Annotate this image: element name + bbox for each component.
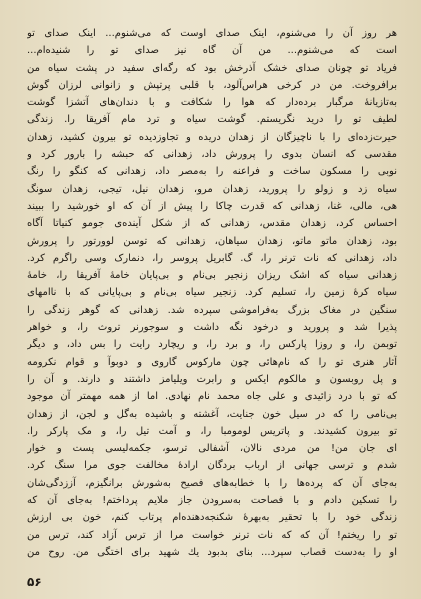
text-line: نوبی را مسکون ساخت و فراعنه را به‌مصر داد، زهدانی که کنگو را رنگ xyxy=(27,166,397,178)
text-line: آثار هنری تو را که نام‌هائی چون مارکوس گاروی و دوبوآ و قوام نکرومه xyxy=(27,356,397,368)
text-line: زهدانی سیاه که اشک ریزان زنجیر بی‌نام و بی‌پایان خامهٔ آفریقا را، خامهٔ xyxy=(27,270,397,282)
text-line: به‌تازیانهٔ مرگبار برده‌دار که هوا را شکافت و با دندان‌های آتشزا گوشت xyxy=(27,97,397,109)
text-line: او را به‌دست قصاب سپرد... بنای بدبود یك شهید برای اختگی من. روح من xyxy=(27,546,397,558)
text-line: هی، مالی، غنا، زهدانی که قدرت چاکا را پیش از آن که او خورشید را ببیند xyxy=(27,200,397,212)
text-line: حیرت‌زده‌ای را با ناچیزگان از زهدان دریده و تجاوزدیده تو بیرون کشید، زهدان xyxy=(27,131,397,143)
text-line: فریاد تو چونان صدای خشک آذرخش بود که رگه‌ای سفید در پشت سیاه من xyxy=(27,62,397,74)
text-line: تو را ریختم! آن که که نات ترنر خواست مرا از ترس آزاد کند، ترس من xyxy=(27,529,397,541)
text-line: لطیف تو را درید نگریستم. گوشت سیاه و ترد مام آفریقا را. زندگی xyxy=(27,114,397,126)
text-line: ای جان من! من مردی نالان، آشفالی ترسو، جکمه‌لیسی پست و خوار xyxy=(27,443,397,455)
text-line: برافروخت. من در کرخی هراس‌آلود، با قلبی پرتپش و زانوانی لرزان گوش xyxy=(27,79,397,91)
page-number: ۵۶ xyxy=(27,575,42,589)
text-line: را تسکین دادم و با فصاحت به‌سرودن جاز ملایم پرداختم! به‌جای آن که xyxy=(27,495,397,507)
text-line: بی‌نامی را که در سیل خون جنایت، آغشته و باشیده به‌گل و لجن، از زهدان xyxy=(27,408,397,420)
text-line: توبمن را، و روزا پارکس را، و برد را، و ریچارد رایت را بس داد، و دیگر xyxy=(27,339,397,351)
text-line: هر روز آن را می‌شنوم، اینک صدای اوست که می‌شنوم... اینک صدای تو xyxy=(27,28,397,39)
body-text xyxy=(27,25,397,561)
text-line: سیاه زد و زولو را پرورید، زهدان مرو، زهدان نیل، تیجی، زهدان سونگ xyxy=(27,183,397,195)
text-line: شدم و ترسی جهانی از ارباب بردگان ارادهٔ مخالفت جوی مرا سنگ کرد. xyxy=(27,460,397,472)
text-line: تو بیرون کشیدند. و پاتریس لومومبا را، و آمت تیل را، و مک پارکر را. xyxy=(27,425,397,437)
text-line: است که می‌شنوم... من آن گاه نیز صدای تو را شنیده‌ام... xyxy=(27,45,397,57)
text-line: پذیرا شد و پرورید و درخود نگه داشت و سوجورنر تروث را، و خواهر xyxy=(27,322,397,334)
text-line: سنگین در مغاک بزرگ به‌فراموشی سپرده شد. زهدانی که گوهر زندگی را xyxy=(27,304,397,316)
text-line: مقدسی که انسان بدوی را پرورش داد، زهدانی که حبشه را بارور کرد و xyxy=(27,149,397,161)
text-line: داد، زهدانی که نات ترنر را، گ. گابریل پروسر را، دنمارک وسی راگرم کرد. xyxy=(27,252,397,264)
text-line: سیاه کرهٔ زمین را، تسلیم کرد. زنجیر سیاه بی‌نام و بی‌پایانی که با ناامهای xyxy=(27,287,397,299)
text-line: و پل روبسون و مالکوم ایکس و رابرت ویلیامز داشتند و دارند. و آن را xyxy=(27,373,397,385)
text-line: احساس کرد، زهدان مقدس، زهدانی که از شکل آینده‌ی جومو کنیاتا آگاه xyxy=(27,218,397,230)
text-line: به‌جای آن که پرده‌ها را با خطابه‌های فصیح به‌شورش برانگیزم، آززدگی‌شان xyxy=(27,477,397,489)
text-line: زندگی خود را با تحقیر به‌بهرهٔ شکنجه‌دهنده‌ام پرتاب کنم، خون بی ارزش xyxy=(27,512,397,524)
text-line: بود، زهدان ماتو ماتو، زهدان سیاهان، زهدانی که توسن لوورتور را پرورش xyxy=(27,235,397,247)
text-line: که تو با درد زائیدی و علی جاه محمد نام نهادی. اما از همه مهمتر آن موجود xyxy=(27,391,397,403)
